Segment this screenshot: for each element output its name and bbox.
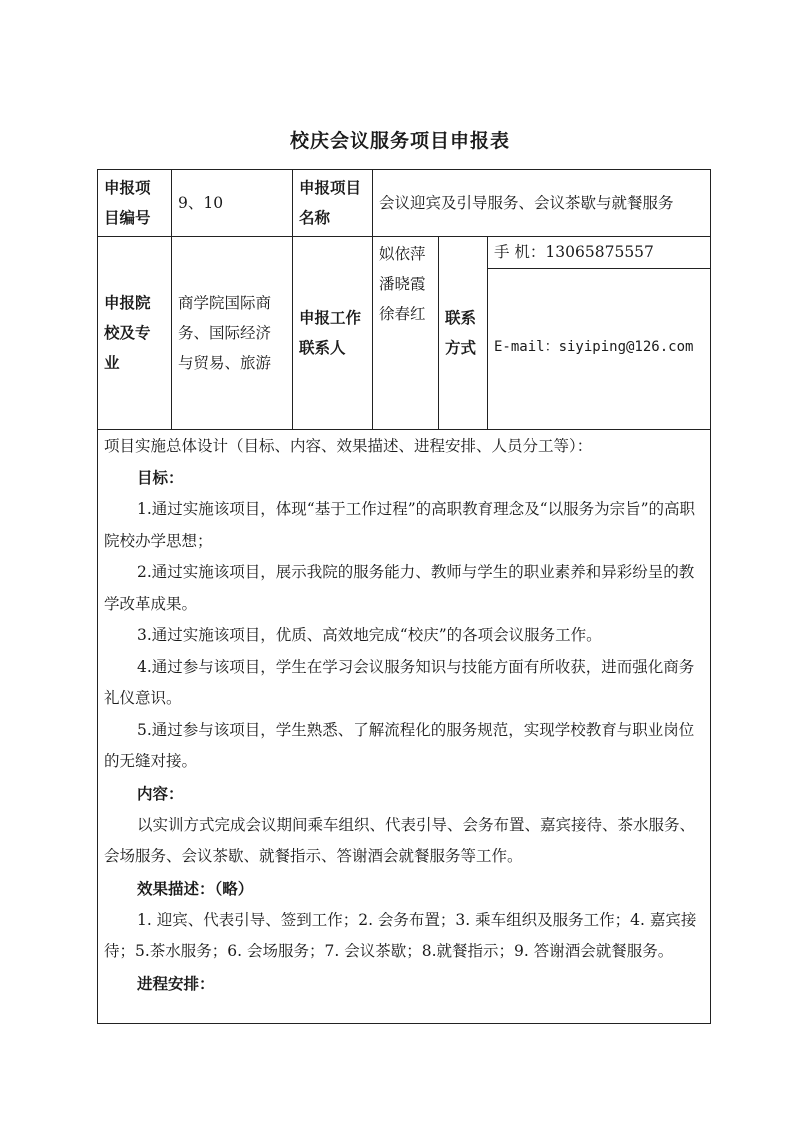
phone-field: 手 机：13065875557 <box>488 237 710 269</box>
design-section <box>98 430 711 1024</box>
project-name-value: 会议迎宾及引导服务、会议茶歇与就餐服务 <box>373 170 711 237</box>
project-info-row <box>98 170 711 237</box>
project-id-label: 申报项目编号 <box>98 170 172 237</box>
project-name-label: 申报项目名称 <box>293 170 373 237</box>
design-row <box>98 430 711 1024</box>
contact-details <box>488 237 711 430</box>
content-text: 以实训方式完成会议期间乘车组织、代表引导、会务布置、嘉宾接待、茶水服务、会场服务、会议茶歇、就餐指示、答谢酒会就餐服务等工作。 <box>104 815 696 865</box>
contact-person-label: 申报工作联系人 <box>293 237 373 430</box>
schedule-heading: 进程安排： <box>137 973 215 993</box>
goal-item: 5.通过参与该项目，学生熟悉、了解流程化的服务规范，实现学校教育与职业岗位的无缝对接。 <box>104 720 695 770</box>
page-title: 校庆会议服务项目申报表 <box>289 130 510 152</box>
application-form-table <box>97 169 711 1024</box>
goal-item: 1.通过实施该项目，体现“基于工作过程”的高职教育理念及“以服务为宗旨”的高职院校办学思想； <box>104 500 695 550</box>
design-heading: 项目实施总体设计（目标、内容、效果描述、进程安排、人员分工等）： <box>104 437 593 455</box>
applicant-info-row <box>98 237 711 430</box>
project-id-value: 9、10 <box>172 170 293 237</box>
email-value: E-mail：siyiping@126.com <box>494 339 694 355</box>
goal-item: 4.通过参与该项目，学生在学习会议服务知识与技能方面有所收获，进而强化商务礼仪意识。 <box>104 657 695 707</box>
goal-item: 3.通过实施该项目，优质、高效地完成“校庆”的各项会议服务工作。 <box>137 626 602 644</box>
college-value: 商学院国际商务、国际经济与贸易、旅游 <box>172 237 293 430</box>
content-heading: 内容： <box>137 783 184 803</box>
goals-heading: 目标： <box>137 468 184 487</box>
contact-person-names: 姒依萍潘晓霞徐春红 <box>373 237 439 430</box>
goal-item: 2.通过实施该项目，展示我院的服务能力、教师与学生的职业素养和异彩纷呈的教学改革成果。 <box>104 563 695 613</box>
effect-text: 1. 迎宾、代表引导、签到工作；2. 会务布置；3. 乘车组织及服务工作；4. 嘉宾接待；5.茶水服务；6. 会场服务；7. 会议茶歇；8.就餐指示；9. 答谢酒会就餐服务。 <box>104 910 697 960</box>
contact-method-label: 联系方式 <box>439 237 488 430</box>
effect-heading: 效果描述：（略） <box>137 878 254 898</box>
college-label: 申报院校及专业 <box>98 237 172 430</box>
email-field <box>488 269 710 425</box>
